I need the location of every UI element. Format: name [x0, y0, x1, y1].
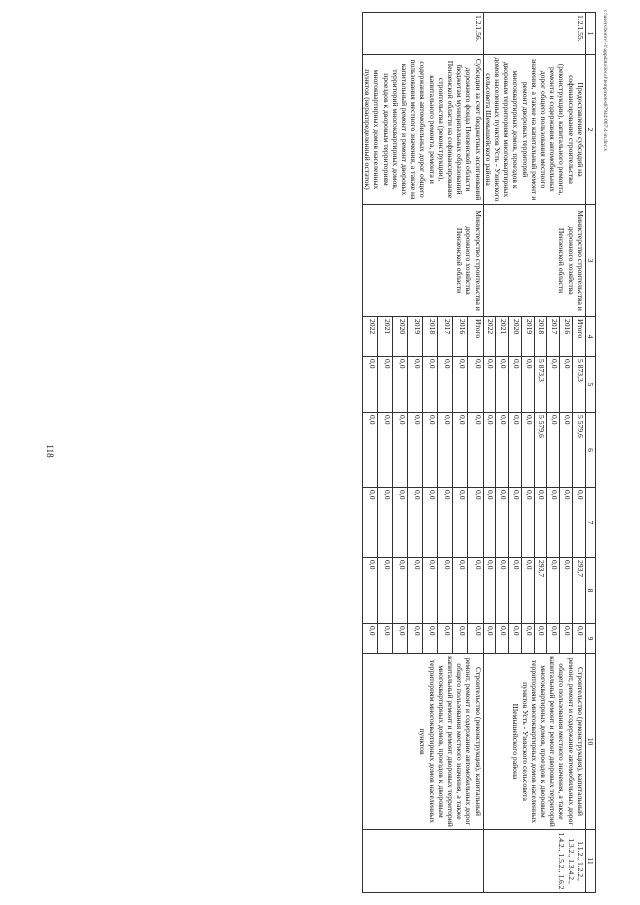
year-cell: Итого — [468, 317, 483, 357]
year-cell: 2022 — [362, 317, 377, 357]
amount-cell: 0,0 — [393, 488, 408, 558]
amount-cell: 5 579,6 — [573, 413, 586, 488]
amount-cell: 0,0 — [521, 624, 534, 654]
amount-cell: 0,0 — [573, 624, 586, 654]
amount-cell: 0,0 — [408, 558, 423, 624]
amount-cell: 0,0 — [362, 558, 377, 624]
column-number-7: 7 — [585, 488, 595, 558]
column-number-4: 4 — [585, 317, 595, 357]
measure-name: Предоставление субсидий на софинансирование строительства (реконструкции), капитального ремонта, ремонта и содержания автомобильных дорог общего пользования местного значения, а также на капитальный ремонт и ремонт дворовых территорий многоквартирных домов, проездов к дворовым территориям многоквартирных домов населенных пунктов Усть - Узинского сельсовета Шемышейского района — [483, 55, 585, 205]
amount-cell: 0,0 — [547, 558, 560, 624]
year-cell: 2021 — [378, 317, 393, 357]
column-number-11: 11 — [585, 830, 595, 893]
amount-cell: 0,0 — [408, 488, 423, 558]
amount-cell: 0,0 — [453, 488, 468, 558]
row-id: 1.2.1.56. — [362, 13, 483, 55]
column-number-2: 2 — [585, 55, 595, 205]
amount-cell: 0,0 — [393, 558, 408, 624]
column-number-3: 3 — [585, 205, 595, 317]
amount-cell: 0,0 — [483, 624, 496, 654]
amount-cell: 0,0 — [438, 357, 453, 413]
amount-cell: 0,0 — [453, 357, 468, 413]
amount-cell: 0,0 — [423, 357, 438, 413]
amount-cell: 0,0 — [560, 413, 573, 488]
amount-cell: 0,0 — [521, 357, 534, 413]
executor-name: Министерство строительства и дорожного хозяйства Пензенской области — [362, 205, 483, 317]
amount-cell: 0,0 — [547, 413, 560, 488]
amount-cell: 0,0 — [483, 357, 496, 413]
table-row — [573, 13, 586, 893]
year-cell: 2017 — [547, 317, 560, 357]
year-cell: 2020 — [509, 317, 522, 357]
amount-cell: 0,0 — [547, 488, 560, 558]
column-number-row — [585, 13, 595, 893]
row-id: 1.2.1.55. — [483, 13, 585, 55]
amount-cell: 0,0 — [453, 413, 468, 488]
program-table — [362, 12, 596, 893]
executor-name: Министерство строительства и дорожного хозяйства Пензенской области — [483, 205, 585, 317]
amount-cell: 0,0 — [560, 558, 573, 624]
amount-cell: 0,0 — [496, 357, 509, 413]
amount-cell: 0,0 — [423, 413, 438, 488]
amount-cell: 0,0 — [408, 624, 423, 654]
column-number-5: 5 — [585, 357, 595, 413]
year-cell: 2017 — [438, 317, 453, 357]
amount-cell: 0,0 — [438, 624, 453, 654]
amount-cell: 0,0 — [483, 558, 496, 624]
column-number-6: 6 — [585, 413, 595, 488]
amount-cell: 0,0 — [496, 488, 509, 558]
amount-cell: 0,0 — [547, 624, 560, 654]
column-number-8: 8 — [585, 558, 595, 624]
amount-cell: 0,0 — [393, 413, 408, 488]
amount-cell: 0,0 — [438, 413, 453, 488]
year-cell: 2022 — [483, 317, 496, 357]
year-cell: 2019 — [408, 317, 423, 357]
footer-path: c:\users\borov\-1\appdata\local\temp\notes87944\067\4-in.doc.x — [602, 10, 608, 152]
amount-cell: 0,0 — [496, 413, 509, 488]
amount-cell: 0,0 — [560, 488, 573, 558]
amount-cell: 0,0 — [573, 488, 586, 558]
indicator-refs — [362, 830, 483, 893]
amount-cell: 0,0 — [378, 488, 393, 558]
expected-result: Строительство (реконструкция), капитальный ремонт, ремонт и содержание автомобильных дорог общего пользования местного значения, а также капитальный ремонт и ремонт дворовых территорий многоквартирных домов, проездов к дворовым территориям многоквартирных домов населенных пунктов — [362, 654, 483, 830]
amount-cell: 0,0 — [453, 624, 468, 654]
year-cell: 2018 — [423, 317, 438, 357]
indicator-refs: 1.1.2., 1.2.2., 1.3.2., 1.3.4.2., 1.4.2., 1.5.2., 1.6.2 — [483, 830, 585, 893]
amount-cell: 0,0 — [378, 624, 393, 654]
amount-cell: 0,0 — [496, 558, 509, 624]
amount-cell: 0,0 — [483, 413, 496, 488]
amount-cell: 0,0 — [521, 558, 534, 624]
amount-cell: 5 579,6 — [534, 413, 547, 488]
page-number: 118 — [45, 444, 55, 458]
amount-cell: 0,0 — [378, 413, 393, 488]
amount-cell: 0,0 — [423, 488, 438, 558]
amount-cell: 293,7 — [573, 558, 586, 624]
expected-result: Строительство (реконструкция), капитальный ремонт, ремонт и содержание автомобильных дорог общего пользования местного значения, а также капитальный ремонт и ремонт дворовых территорий многоквартирных домов, проездов к дворовым территориям многоквартирных домов населенных пунктов Усть - Узинского сельсовета Шемышейского района — [483, 654, 585, 830]
amount-cell: 0,0 — [393, 357, 408, 413]
column-number-9: 9 — [585, 624, 595, 654]
year-cell: 2018 — [534, 317, 547, 357]
amount-cell: 0,0 — [560, 624, 573, 654]
amount-cell: 0,0 — [560, 357, 573, 413]
year-cell: 2021 — [496, 317, 509, 357]
amount-cell: 0,0 — [483, 488, 496, 558]
amount-cell: 0,0 — [423, 558, 438, 624]
amount-cell: 0,0 — [534, 488, 547, 558]
amount-cell: 0,0 — [509, 413, 522, 488]
amount-cell: 0,0 — [438, 488, 453, 558]
amount-cell: 0,0 — [362, 624, 377, 654]
amount-cell: 0,0 — [468, 624, 483, 654]
rotated-page — [91, 12, 596, 892]
amount-cell: 0,0 — [509, 357, 522, 413]
amount-cell: 0,0 — [408, 413, 423, 488]
amount-cell: 293,7 — [534, 558, 547, 624]
amount-cell: 0,0 — [468, 413, 483, 488]
amount-cell: 0,0 — [453, 558, 468, 624]
column-number-10: 10 — [585, 654, 595, 830]
amount-cell: 5 873,3 — [534, 357, 547, 413]
amount-cell: 0,0 — [362, 413, 377, 488]
amount-cell: 0,0 — [468, 558, 483, 624]
amount-cell: 0,0 — [468, 357, 483, 413]
amount-cell: 0,0 — [547, 357, 560, 413]
amount-cell: 0,0 — [509, 488, 522, 558]
year-cell: Итого — [573, 317, 586, 357]
amount-cell: 0,0 — [521, 488, 534, 558]
amount-cell: 0,0 — [496, 624, 509, 654]
year-cell: 2020 — [393, 317, 408, 357]
amount-cell: 0,0 — [534, 624, 547, 654]
amount-cell: 0,0 — [509, 624, 522, 654]
year-cell: 2016 — [560, 317, 573, 357]
year-cell: 2019 — [521, 317, 534, 357]
amount-cell: 0,0 — [438, 558, 453, 624]
table-row — [468, 13, 483, 893]
amount-cell: 0,0 — [378, 357, 393, 413]
amount-cell: 0,0 — [362, 488, 377, 558]
amount-cell: 0,0 — [408, 357, 423, 413]
amount-cell: 0,0 — [378, 558, 393, 624]
amount-cell: 0,0 — [362, 357, 377, 413]
year-cell: 2016 — [453, 317, 468, 357]
amount-cell: 0,0 — [423, 624, 438, 654]
amount-cell: 0,0 — [509, 558, 522, 624]
amount-cell: 0,0 — [521, 413, 534, 488]
amount-cell: 5 873,3 — [573, 357, 586, 413]
amount-cell: 0,0 — [468, 488, 483, 558]
amount-cell: 0,0 — [393, 624, 408, 654]
column-number-1: 1 — [585, 13, 595, 55]
measure-name: Субсидии за счет бюджетных ассигнований дорожного фонда Пензенской области бюджетам муниципальных образований Пензенской области на софинансирование строительства (реконструкции), капитального ремонта, ремонта и содержания автомобильных дорог общего пользования местного значения, а также на капитальный ремонт и ремонт дворовых территорий многоквартирных домов, проездов к дворовым территориям многоквартирных домов населенных пунктов (нераспределенный остаток) — [362, 55, 483, 205]
